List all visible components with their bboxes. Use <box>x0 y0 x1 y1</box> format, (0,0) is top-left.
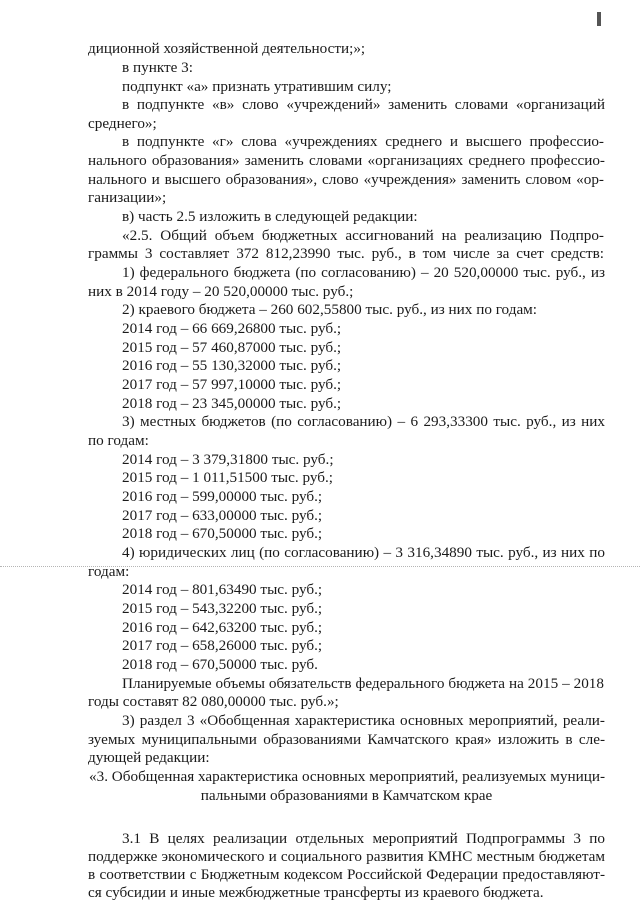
text-line-36: годы составят 82 080,00000 тыс. руб.»; <box>88 693 339 710</box>
text-line-42: 3.1 В целях реализации отдельных мероприятий Подпрограммы 3 по <box>122 830 605 847</box>
text-line-5: среднего»; <box>88 115 157 132</box>
text-line-33: 2017 год – 658,26000 тыс. руб.; <box>122 637 323 654</box>
text-line-32: 2016 год – 642,63200 тыс. руб.; <box>122 619 323 636</box>
text-line-26: 2017 год – 633,00000 тыс. руб.; <box>122 507 323 524</box>
text-line-7: нального образования» заменить словами «организациях среднего профессио- <box>88 152 605 169</box>
text-line-35: Планируемые объемы обязательств федерального бюджета на 2015 – 2018 <box>122 675 604 692</box>
text-line-19: 2017 год – 57 997,10000 тыс. руб.; <box>122 376 342 393</box>
text-line-44: в соответствии с Бюджетным кодексом Российской Федерации предоставляют- <box>88 866 605 883</box>
text-line-21: 3) местных бюджетов (по согласованию) – 6 293,33300 тыс. руб., из них <box>122 413 605 430</box>
text-line-24: 2015 год – 1 011,51500 тыс. руб.; <box>122 469 333 486</box>
text-line-43: поддержке экономического и социального развития КМНС местным бюджетам <box>88 848 605 865</box>
text-line-37: 3) раздел 3 «Обобщенная характеристика основных мероприятий, реали- <box>122 712 605 729</box>
text-line-3: подпункт «а» признать утратившим силу; <box>122 78 392 95</box>
text-line-29: годам: <box>88 563 130 580</box>
section-heading-line-1: «3. Обобщенная характеристика основных мероприятий, реализуемых муници- <box>89 768 606 785</box>
text-line-15: 2) краевого бюджета – 260 602,55800 тыс. руб., из них по годам: <box>122 301 538 318</box>
text-line-23: 2014 год – 3 379,31800 тыс. руб.; <box>122 451 334 468</box>
section-heading-line-2: пальными образованиями в Камчатском крае <box>200 787 493 804</box>
text-line-31: 2015 год – 543,32200 тыс. руб.; <box>122 600 323 617</box>
text-line-1: диционной хозяйственной деятельности;»; <box>88 40 366 57</box>
text-line-18: 2016 год – 55 130,32000 тыс. руб.; <box>122 357 342 374</box>
page-edge-mark <box>597 12 601 26</box>
text-line-22: по годам: <box>88 432 149 449</box>
text-line-8: нального и высшего образования», слово «учреждения» заменить словом «ор- <box>88 171 604 188</box>
text-line-38: зуемых муниципальными образованиями Камчатского края» изложить в сле- <box>88 731 605 748</box>
text-line-34: 2018 год – 670,50000 тыс. руб. <box>122 656 318 673</box>
text-line-6: в подпункте «г» слова «учреждениях среднего и высшего профессио- <box>122 133 604 150</box>
text-line-17: 2015 год – 57 460,87000 тыс. руб.; <box>122 339 342 356</box>
text-line-11: «2.5. Общий объем бюджетных ассигнований на реализацию Подпро- <box>122 227 604 244</box>
text-line-39: дующей редакции: <box>88 749 210 766</box>
text-line-10: в) часть 2.5 изложить в следующей редакции: <box>122 208 418 225</box>
text-line-2: в пункте 3: <box>122 59 193 76</box>
text-line-4: в подпункте «в» слово «учреждений» заменить словами «организаций <box>122 96 605 113</box>
text-line-25: 2016 год – 599,00000 тыс. руб.; <box>122 488 323 505</box>
text-line-14: них в 2014 году – 20 520,00000 тыс. руб.; <box>88 283 354 300</box>
text-line-9: ганизации»; <box>88 189 167 206</box>
text-line-13: 1) федерального бюджета (по согласованию) – 20 520,00000 тыс. руб., из <box>122 264 605 281</box>
text-line-20: 2018 год – 23 345,00000 тыс. руб.; <box>122 395 342 412</box>
text-line-30: 2014 год – 801,63490 тыс. руб.; <box>122 581 323 598</box>
text-line-27: 2018 год – 670,50000 тыс. руб.; <box>122 525 323 542</box>
text-line-12: граммы 3 составляет 372 812,23990 тыс. руб., в том числе за счет средств: <box>88 245 604 262</box>
text-line-28: 4) юридических лиц (по согласованию) – 3 316,34890 тыс. руб., из них по <box>122 544 605 561</box>
text-line-16: 2014 год – 66 669,26800 тыс. руб.; <box>122 320 342 337</box>
text-line-45: ся субсидии и иные межбюджетные трансферты из краевого бюджета. <box>88 884 544 901</box>
